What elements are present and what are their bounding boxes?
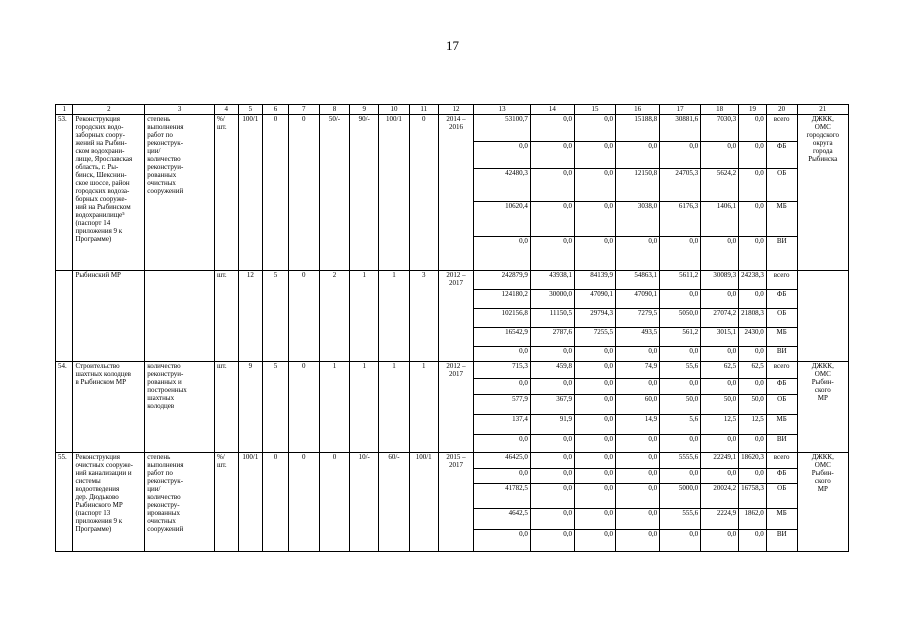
column-number-cell: 8 xyxy=(319,105,350,115)
funding-value-cell: 0,0 xyxy=(701,290,739,309)
unit-cell: шт. xyxy=(214,271,238,362)
target-value-cell: 100/1 xyxy=(379,115,410,271)
funding-value-cell: 0,0 xyxy=(701,237,739,271)
column-number-cell: 15 xyxy=(574,105,615,115)
target-value-cell: 5 xyxy=(263,271,289,362)
funding-source-cell: МБ xyxy=(766,202,797,237)
funding-value-cell: 0,0 xyxy=(616,379,660,395)
funding-value-cell: 0,0 xyxy=(574,142,615,169)
funding-source-cell: ВИ xyxy=(766,347,797,362)
funding-value-cell: 0,0 xyxy=(574,453,615,469)
funding-value-cell: 12,5 xyxy=(739,415,767,435)
funding-value-cell: 0,0 xyxy=(474,347,530,362)
funding-value-cell: 715,3 xyxy=(474,362,530,379)
target-value-cell: 60/- xyxy=(379,453,410,552)
funding-value-cell: 2430,0 xyxy=(739,328,767,347)
funding-value-cell: 0,0 xyxy=(660,290,701,309)
funding-value-cell: 30089,3 xyxy=(701,271,739,290)
target-value-cell: 1 xyxy=(409,362,438,453)
target-value-cell: 3 xyxy=(409,271,438,362)
funding-value-cell: 493,5 xyxy=(616,328,660,347)
column-number-cell: 4 xyxy=(214,105,238,115)
funding-value-cell: 24238,3 xyxy=(739,271,767,290)
funding-value-cell: 0,0 xyxy=(616,237,660,271)
funding-value-cell: 47090,1 xyxy=(616,290,660,309)
funding-value-cell: 22249,1 xyxy=(701,453,739,469)
funding-value-cell: 0,0 xyxy=(530,484,574,509)
funding-value-cell: 11150,5 xyxy=(530,309,574,328)
funding-value-cell: 0,0 xyxy=(616,453,660,469)
funding-value-cell: 0,0 xyxy=(574,347,615,362)
funding-source-cell: ВИ xyxy=(766,530,797,552)
target-value-cell: 0 xyxy=(263,453,289,552)
target-value-cell: 100/1 xyxy=(409,453,438,552)
funding-value-cell: 0,0 xyxy=(574,415,615,435)
column-number-cell: 12 xyxy=(438,105,474,115)
funding-value-cell: 7279,5 xyxy=(616,309,660,328)
column-number-cell: 10 xyxy=(379,105,410,115)
funding-source-cell: всего xyxy=(766,362,797,379)
funding-value-cell: 0,0 xyxy=(739,237,767,271)
funding-value-cell: 0,0 xyxy=(739,115,767,142)
funding-value-cell: 0,0 xyxy=(660,435,701,453)
funding-value-cell: 29794,3 xyxy=(574,309,615,328)
measure-name-cell: Рыбинский МР xyxy=(73,271,145,362)
funding-value-cell: 5000,0 xyxy=(660,484,701,509)
funding-value-cell: 24705,3 xyxy=(660,169,701,202)
funding-source-cell: всего xyxy=(766,453,797,469)
funding-value-cell: 55,6 xyxy=(660,362,701,379)
funding-value-cell: 42480,3 xyxy=(474,169,530,202)
funding-value-cell: 124180,2 xyxy=(474,290,530,309)
item-number-cell: 54. xyxy=(56,362,73,453)
funding-value-cell: 0,0 xyxy=(660,347,701,362)
funding-value-cell: 0,0 xyxy=(739,469,767,484)
funding-value-cell: 0,0 xyxy=(739,202,767,237)
funding-value-cell: 91,9 xyxy=(530,415,574,435)
target-value-cell: 1 xyxy=(350,362,379,453)
funding-source-cell: ВИ xyxy=(766,237,797,271)
column-number-cell: 3 xyxy=(145,105,215,115)
funding-value-cell: 0,0 xyxy=(474,142,530,169)
target-value-cell: 90/- xyxy=(350,115,379,271)
funding-value-cell: 0,0 xyxy=(574,530,615,552)
funding-value-cell: 18620,3 xyxy=(739,453,767,469)
funding-source-cell: ВИ xyxy=(766,435,797,453)
funding-value-cell: 0,0 xyxy=(474,435,530,453)
funding-value-cell: 2787,6 xyxy=(530,328,574,347)
funding-value-cell: 84139,9 xyxy=(574,271,615,290)
funding-value-cell: 27074,2 xyxy=(701,309,739,328)
funding-value-cell: 74,9 xyxy=(616,362,660,379)
funding-value-cell: 15188,8 xyxy=(616,115,660,142)
funding-value-cell: 62,5 xyxy=(701,362,739,379)
funding-source-cell: ФБ xyxy=(766,379,797,395)
funding-value-cell: 30000,0 xyxy=(530,290,574,309)
funding-value-cell: 0,0 xyxy=(660,142,701,169)
column-number-cell: 2 xyxy=(73,105,145,115)
funding-value-cell: 1862,0 xyxy=(739,509,767,530)
funding-value-cell: 0,0 xyxy=(616,509,660,530)
funding-source-cell: ОБ xyxy=(766,395,797,415)
funding-source-cell: МБ xyxy=(766,415,797,435)
funding-value-cell: 0,0 xyxy=(474,379,530,395)
column-number-cell: 1 xyxy=(56,105,73,115)
unit-cell: шт. xyxy=(214,362,238,453)
funding-value-cell: 0,0 xyxy=(530,453,574,469)
column-number-cell: 11 xyxy=(409,105,438,115)
funding-value-cell: 12150,8 xyxy=(616,169,660,202)
target-value-cell: 0 xyxy=(319,453,350,552)
funding-value-cell: 0,0 xyxy=(530,202,574,237)
funding-value-cell: 0,0 xyxy=(574,435,615,453)
funding-value-cell: 0,0 xyxy=(530,509,574,530)
funding-value-cell: 0,0 xyxy=(616,469,660,484)
funding-value-cell: 0,0 xyxy=(530,142,574,169)
target-value-cell: 0 xyxy=(288,453,319,552)
table-row xyxy=(56,362,849,379)
funding-value-cell: 46425,0 xyxy=(474,453,530,469)
unit-cell: %/ шт. xyxy=(214,115,238,271)
funding-value-cell: 0,0 xyxy=(739,142,767,169)
funding-value-cell: 0,0 xyxy=(530,169,574,202)
target-value-cell: 100/1 xyxy=(238,115,263,271)
funding-value-cell: 30881,6 xyxy=(660,115,701,142)
column-number-cell: 17 xyxy=(660,105,701,115)
funding-value-cell: 0,0 xyxy=(474,237,530,271)
funding-value-cell: 50,0 xyxy=(739,395,767,415)
target-value-cell: 0 xyxy=(288,362,319,453)
funding-value-cell: 555,6 xyxy=(660,509,701,530)
target-value-cell: 0 xyxy=(409,115,438,271)
funding-value-cell: 0,0 xyxy=(574,202,615,237)
measure-name-cell: Реконструкция городских водо- заборных соору- жений на Рыбин- ском водохрани- лище, Ярославская область, г. Ры- бинск, Шекснин- ское шоссе, район городских водоза- борных сооруже- ний на Рыбинском водохранилище⁵ (паспорт 14 приложения 9 к Программе) xyxy=(73,115,145,271)
table-row xyxy=(56,453,849,469)
executor-cell: ДЖКК, ОМС Рыбин- ского МР xyxy=(797,362,848,453)
funding-value-cell: 5,6 xyxy=(660,415,701,435)
funding-source-cell: МБ xyxy=(766,328,797,347)
measure-name-cell: Строительство шахтных колодцев в Рыбинском МР xyxy=(73,362,145,453)
funding-value-cell: 0,0 xyxy=(574,379,615,395)
funding-source-cell: ФБ xyxy=(766,142,797,169)
funding-value-cell: 0,0 xyxy=(701,379,739,395)
indicator-cell xyxy=(145,271,215,362)
funding-value-cell: 0,0 xyxy=(701,435,739,453)
funding-value-cell: 0,0 xyxy=(574,169,615,202)
funding-value-cell: 0,0 xyxy=(530,469,574,484)
funding-value-cell: 0,0 xyxy=(530,115,574,142)
funding-value-cell: 2224,9 xyxy=(701,509,739,530)
column-number-cell: 20 xyxy=(766,105,797,115)
funding-value-cell: 3015,1 xyxy=(701,328,739,347)
funding-value-cell: 7030,3 xyxy=(701,115,739,142)
funding-value-cell: 6176,3 xyxy=(660,202,701,237)
funding-value-cell: 0,0 xyxy=(474,530,530,552)
indicator-cell: количество реконструи- рованных и построенных шахтных колодцев xyxy=(145,362,215,453)
funding-value-cell: 137,4 xyxy=(474,415,530,435)
funding-source-cell: ОБ xyxy=(766,484,797,509)
funding-value-cell: 0,0 xyxy=(739,435,767,453)
funding-value-cell: 47090,1 xyxy=(574,290,615,309)
page-number: 17 xyxy=(446,38,459,53)
target-value-cell: 0 xyxy=(263,115,289,271)
funding-source-cell: ФБ xyxy=(766,469,797,484)
funding-value-cell: 0,0 xyxy=(701,530,739,552)
funding-value-cell: 0,0 xyxy=(574,484,615,509)
target-value-cell: 1 xyxy=(379,362,410,453)
funding-value-cell: 367,9 xyxy=(530,395,574,415)
target-value-cell: 100/1 xyxy=(238,453,263,552)
funding-value-cell: 60,0 xyxy=(616,395,660,415)
column-number-cell: 18 xyxy=(701,105,739,115)
column-number-cell: 19 xyxy=(739,105,767,115)
funding-value-cell: 21808,3 xyxy=(739,309,767,328)
funding-value-cell: 41782,5 xyxy=(474,484,530,509)
funding-value-cell: 0,0 xyxy=(616,142,660,169)
funding-value-cell: 0,0 xyxy=(660,469,701,484)
executor-cell xyxy=(797,271,848,362)
measure-name-cell: Реконструкция очистных сооруже- ний канализации и системы водоотведения дер. Дюдьково Рыбинского МР (паспорт 13 приложения 9 к Программе) xyxy=(73,453,145,552)
funding-value-cell: 0,0 xyxy=(574,237,615,271)
funding-value-cell: 54863,1 xyxy=(616,271,660,290)
item-number-cell: 55. xyxy=(56,453,73,552)
funding-value-cell: 0,0 xyxy=(616,347,660,362)
funding-source-cell: МБ xyxy=(766,509,797,530)
funding-source-cell: ОБ xyxy=(766,309,797,328)
funding-value-cell: 0,0 xyxy=(739,290,767,309)
column-number-cell: 21 xyxy=(797,105,848,115)
executor-cell: ДЖКК, ОМС Рыбин- ского МР xyxy=(797,453,848,552)
funding-value-cell: 0,0 xyxy=(739,379,767,395)
column-number-cell: 14 xyxy=(530,105,574,115)
target-value-cell: 0 xyxy=(288,115,319,271)
funding-source-cell: ФБ xyxy=(766,290,797,309)
funding-value-cell: 0,0 xyxy=(660,379,701,395)
funding-value-cell: 50,0 xyxy=(701,395,739,415)
funding-value-cell: 0,0 xyxy=(616,530,660,552)
target-value-cell: 12 xyxy=(238,271,263,362)
target-value-cell: 1 xyxy=(379,271,410,362)
funding-value-cell: 0,0 xyxy=(660,237,701,271)
funding-value-cell: 459,8 xyxy=(530,362,574,379)
period-cell: 2015 – 2017 xyxy=(438,453,474,552)
funding-value-cell: 0,0 xyxy=(739,169,767,202)
target-value-cell: 0 xyxy=(288,271,319,362)
table-row xyxy=(56,115,849,142)
funding-value-cell: 0,0 xyxy=(574,509,615,530)
funding-value-cell: 0,0 xyxy=(574,395,615,415)
target-value-cell: 2 xyxy=(319,271,350,362)
column-number-cell: 7 xyxy=(288,105,319,115)
funding-value-cell: 5624,2 xyxy=(701,169,739,202)
funding-value-cell: 0,0 xyxy=(530,530,574,552)
executor-cell: ДЖКК, ОМС городского округа города Рыбинска xyxy=(797,115,848,271)
funding-value-cell: 20024,2 xyxy=(701,484,739,509)
funding-value-cell: 0,0 xyxy=(701,142,739,169)
funding-value-cell: 5555,6 xyxy=(660,453,701,469)
header-row xyxy=(56,105,849,115)
funding-value-cell: 0,0 xyxy=(530,435,574,453)
funding-source-cell: всего xyxy=(766,115,797,142)
target-value-cell: 9 xyxy=(238,362,263,453)
target-value-cell: 1 xyxy=(319,362,350,453)
funding-value-cell: 102156,8 xyxy=(474,309,530,328)
unit-cell: %/ шт. xyxy=(214,453,238,552)
program-table xyxy=(55,104,849,552)
funding-value-cell: 0,0 xyxy=(660,530,701,552)
funding-value-cell: 16542,9 xyxy=(474,328,530,347)
funding-value-cell: 0,0 xyxy=(574,469,615,484)
funding-value-cell: 242879,9 xyxy=(474,271,530,290)
funding-value-cell: 7255,5 xyxy=(574,328,615,347)
funding-value-cell: 53100,7 xyxy=(474,115,530,142)
funding-value-cell: 12,5 xyxy=(701,415,739,435)
period-cell: 2012 – 2017 xyxy=(438,362,474,453)
funding-value-cell: 3038,0 xyxy=(616,202,660,237)
indicator-cell: степень выполнения работ по реконструк- ции/ количество реконстру- ированных очистных сооружений xyxy=(145,453,215,552)
funding-value-cell: 16758,3 xyxy=(739,484,767,509)
column-number-cell: 6 xyxy=(263,105,289,115)
funding-value-cell: 10620,4 xyxy=(474,202,530,237)
funding-value-cell: 0,0 xyxy=(574,115,615,142)
target-value-cell: 5 xyxy=(263,362,289,453)
funding-value-cell: 0,0 xyxy=(701,469,739,484)
column-number-cell: 16 xyxy=(616,105,660,115)
item-number-cell xyxy=(56,271,73,362)
funding-value-cell: 0,0 xyxy=(616,484,660,509)
table-row xyxy=(56,271,849,290)
funding-value-cell: 14,9 xyxy=(616,415,660,435)
funding-value-cell: 577,9 xyxy=(474,395,530,415)
column-number-cell: 5 xyxy=(238,105,263,115)
funding-value-cell: 43938,1 xyxy=(530,271,574,290)
funding-value-cell: 0,0 xyxy=(530,237,574,271)
funding-value-cell: 62,5 xyxy=(739,362,767,379)
funding-value-cell: 0,0 xyxy=(530,347,574,362)
funding-value-cell: 5050,0 xyxy=(660,309,701,328)
period-cell: 2012 – 2017 xyxy=(438,271,474,362)
target-value-cell: 10/- xyxy=(350,453,379,552)
funding-value-cell: 4642,5 xyxy=(474,509,530,530)
item-number-cell: 53. xyxy=(56,115,73,271)
target-value-cell: 50/- xyxy=(319,115,350,271)
funding-value-cell: 0,0 xyxy=(530,379,574,395)
funding-value-cell: 0,0 xyxy=(739,530,767,552)
funding-value-cell: 50,0 xyxy=(660,395,701,415)
column-number-cell: 13 xyxy=(474,105,530,115)
funding-value-cell: 0,0 xyxy=(739,347,767,362)
funding-value-cell: 5611,2 xyxy=(660,271,701,290)
funding-value-cell: 0,0 xyxy=(474,469,530,484)
indicator-cell: степень выполнения работ по реконструк- ции/ количество реконструи- рованных очистных сооружений xyxy=(145,115,215,271)
funding-source-cell: ОБ xyxy=(766,169,797,202)
funding-value-cell: 0,0 xyxy=(701,347,739,362)
period-cell: 2014 – 2016 xyxy=(438,115,474,271)
funding-value-cell: 1406,1 xyxy=(701,202,739,237)
column-number-cell: 9 xyxy=(350,105,379,115)
funding-value-cell: 561,2 xyxy=(660,328,701,347)
funding-value-cell: 0,0 xyxy=(574,362,615,379)
funding-value-cell: 0,0 xyxy=(616,435,660,453)
target-value-cell: 1 xyxy=(350,271,379,362)
funding-source-cell: всего xyxy=(766,271,797,290)
